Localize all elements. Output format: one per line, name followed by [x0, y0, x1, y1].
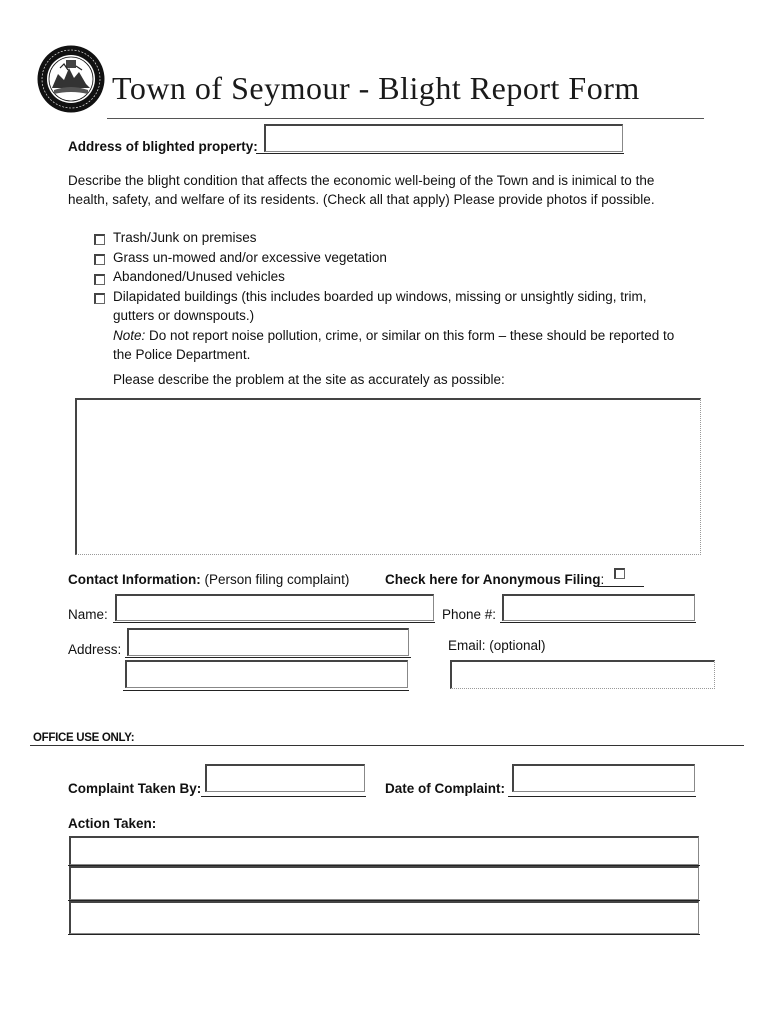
date-of-complaint-label: Date of Complaint:: [385, 781, 505, 796]
contact-info-sub: (Person filing complaint): [200, 572, 350, 587]
action-taken-line-3-input[interactable]: [69, 901, 699, 934]
action-taken-line-1-input[interactable]: [69, 836, 699, 865]
address-line-2-underline: [123, 690, 409, 691]
complaint-taken-by-input[interactable]: [205, 764, 365, 792]
checklist-item-dilapidated-continued: gutters or downspouts.): [113, 308, 255, 323]
phone-label: Phone #:: [442, 607, 497, 622]
email-input[interactable]: [450, 660, 715, 689]
title-divider: [107, 118, 704, 119]
checkbox-grass-vegetation[interactable]: [94, 254, 105, 265]
note-text: Do not report noise pollution, crime, or similar on this form – these should be reported to: [145, 328, 675, 343]
action-taken-line-2-input[interactable]: [69, 866, 699, 900]
checklist-item-grass-vegetation: Grass un-mowed and/or excessive vegetation: [113, 250, 387, 265]
office-use-divider: [30, 745, 744, 746]
complaint-taken-by-underline: [201, 796, 366, 797]
checkbox-abandoned-vehicles[interactable]: [94, 274, 105, 285]
note-line-2: the Police Department.: [113, 347, 251, 362]
note-label: Note:: [113, 328, 146, 343]
address-line-1-input[interactable]: [127, 628, 409, 656]
anonymous-filing-label: [385, 570, 604, 589]
anonymous-filing-colon: :: [600, 572, 605, 587]
checklist-item-abandoned-vehicles: Abandoned/Unused vehicles: [113, 269, 285, 284]
checkbox-dilapidated-buildings[interactable]: [94, 293, 105, 304]
anonymous-filing-underline: [598, 586, 644, 587]
address-line-1-underline: [125, 657, 411, 658]
checklist-item-trash-junk: Trash/Junk on premises: [113, 230, 257, 245]
description-line-2: health, safety, and welfare of its residents. (Check all that apply) Please provide photos if possible.: [68, 192, 655, 207]
description-line-1: Describe the blight condition that affects the economic well-being of the Town and is inimical to the: [68, 173, 655, 188]
name-underline: [113, 622, 435, 623]
action-taken-line-3-underline: [68, 934, 700, 935]
anonymous-filing-checkbox[interactable]: [614, 568, 625, 579]
date-of-complaint-underline: [508, 796, 696, 797]
complaint-taken-by-label: Complaint Taken By:: [68, 781, 202, 796]
phone-input[interactable]: [502, 594, 695, 621]
contact-info-label: Contact Information:: [68, 572, 201, 587]
property-address-underline: [256, 153, 624, 154]
contact-info-heading: [68, 570, 349, 589]
problem-description-textarea[interactable]: [75, 398, 701, 555]
name-label: Name:: [68, 607, 108, 622]
date-of-complaint-input[interactable]: [512, 764, 695, 792]
address-of-property-label: Address of blighted property:: [68, 139, 258, 154]
address-line-2-input[interactable]: [125, 660, 408, 688]
action-taken-label: Action Taken:: [68, 816, 157, 831]
name-input[interactable]: [115, 594, 434, 621]
describe-prompt: Please describe the problem at the site as accurately as possible:: [113, 372, 505, 387]
phone-underline: [500, 622, 696, 623]
anonymous-filing-text: Check here for Anonymous Filing: [385, 572, 601, 587]
checklist-item-dilapidated-buildings: Dilapidated buildings (this includes boarded up windows, missing or unsightly siding, trim,: [113, 289, 647, 304]
note-line-1: [113, 326, 674, 345]
contact-address-label: Address:: [68, 642, 122, 657]
email-label: Email: (optional): [448, 638, 546, 653]
checkbox-trash-junk[interactable]: [94, 234, 105, 245]
town-seal-logo: [36, 44, 106, 114]
office-use-heading: OFFICE USE ONLY:: [33, 732, 135, 744]
property-address-input[interactable]: [264, 124, 623, 152]
page-title: Town of Seymour - Blight Report Form: [112, 70, 640, 106]
